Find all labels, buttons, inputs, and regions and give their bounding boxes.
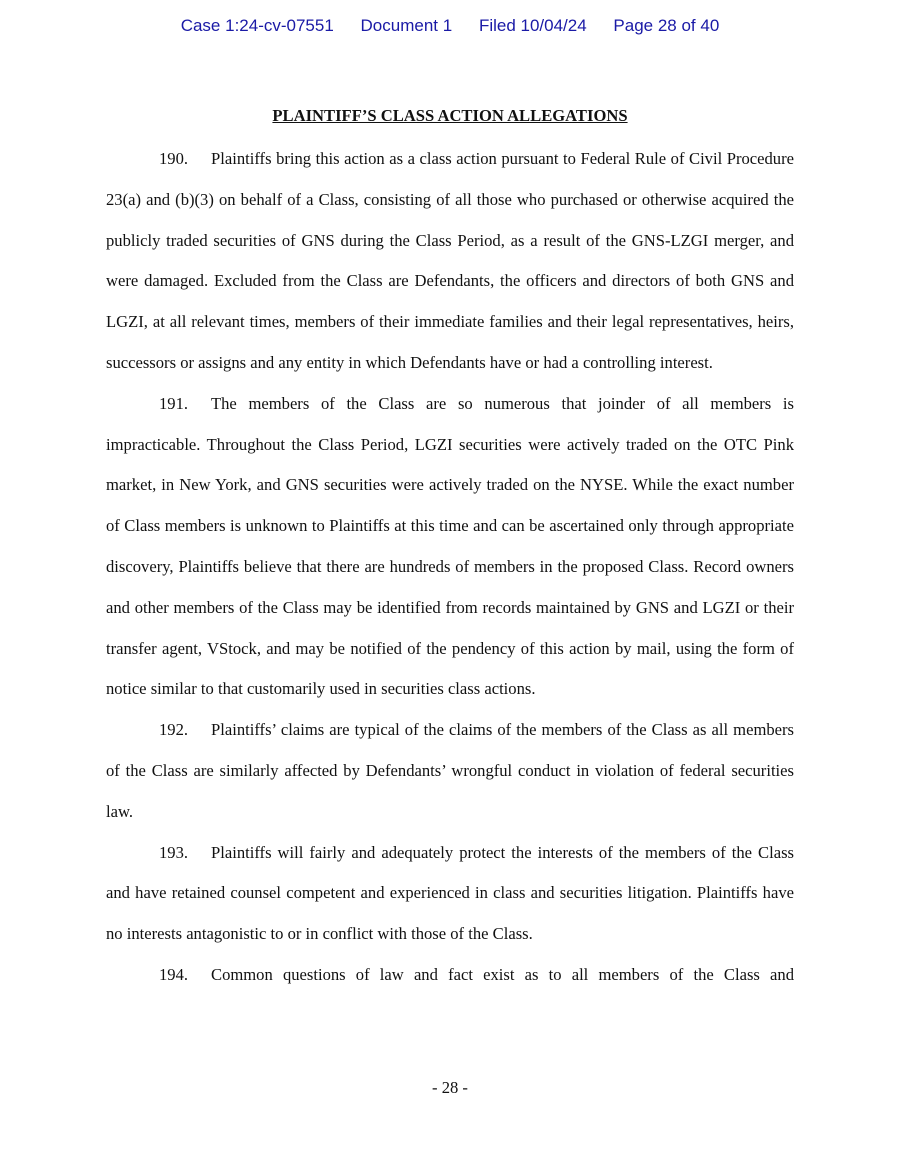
page-count: Page 28 of 40 <box>613 16 720 35</box>
paragraph-number: 190. <box>159 149 189 168</box>
document-body <box>106 102 794 996</box>
paragraph-194 <box>106 955 794 996</box>
paragraph-193 <box>106 833 794 955</box>
paragraph-190 <box>106 139 794 384</box>
paragraph-text: Plaintiffs will fairly and adequately protect the interests of the members of the Class and have retained counsel competent and experienced in class and securities litigation. Plaintiffs have no interests antagonistic to or in conflict with those of the Class. <box>106 842 794 944</box>
paragraph-text: Plaintiffs bring this action as a class action pursuant to Federal Rule of Civil Procedure 23(a) and (b)(3) on behalf of a Class, consisting of all those who purchased or otherwise acquired the publicly traded securities of GNS during the Class Period, as a result of the GNS-LZGI merger, and were damaged. Excluded from the Class are Defendants, the officers and directors of both GNS and LGZI, at all relevant times, members of their immediate families and their legal representatives, heirs, successors or assigns and any entity in which Defendants have or had a controlling interest. <box>106 149 794 372</box>
ecf-header <box>0 16 900 36</box>
paragraph-191 <box>106 384 794 710</box>
paragraph-text: The members of the Class are so numerous that joinder of all members is impracticable. Throughout the Class Period, LGZI securities were actively traded on the OTC Pink market, in New York, and GNS securities were actively traded on the NYSE. While the exact number of Class members is unknown to Plaintiffs at this time and can be ascertained only through appropriate discovery, Plaintiffs believe that there are hundreds of members in the proposed Class. Record owners and other members of the Class may be identified from records maintained by GNS and LGZI or their transfer agent, VStock, and may be notified of the pendency of this action by mail, using the form of notice similar to that customarily used in securities class actions. <box>106 393 794 699</box>
filed-date: Filed 10/04/24 <box>478 16 587 35</box>
section-title: PLAINTIFF’S CLASS ACTION ALLEGATIONS <box>272 106 628 125</box>
paragraph-number: 192. <box>159 720 189 740</box>
paragraph-text: Common questions of law and fact exist as to all members of the Class and <box>211 964 794 984</box>
paragraph-number: 191. <box>159 393 189 413</box>
paragraph-number: 193. <box>159 842 189 862</box>
document-number: Document 1 <box>360 16 453 35</box>
page-number-footer: - 28 - <box>432 1078 468 1097</box>
paragraph-number: 194. <box>159 964 189 984</box>
case-number: Case 1:24-cv-07551 <box>180 16 334 35</box>
paragraph-192 <box>106 710 794 832</box>
paragraph-text: Plaintiffs’ claims are typical of the claims of the members of the Class as all members of the Class are similarly affected by Defendants’ wrongful conduct in violation of federal securities law. <box>106 720 794 821</box>
